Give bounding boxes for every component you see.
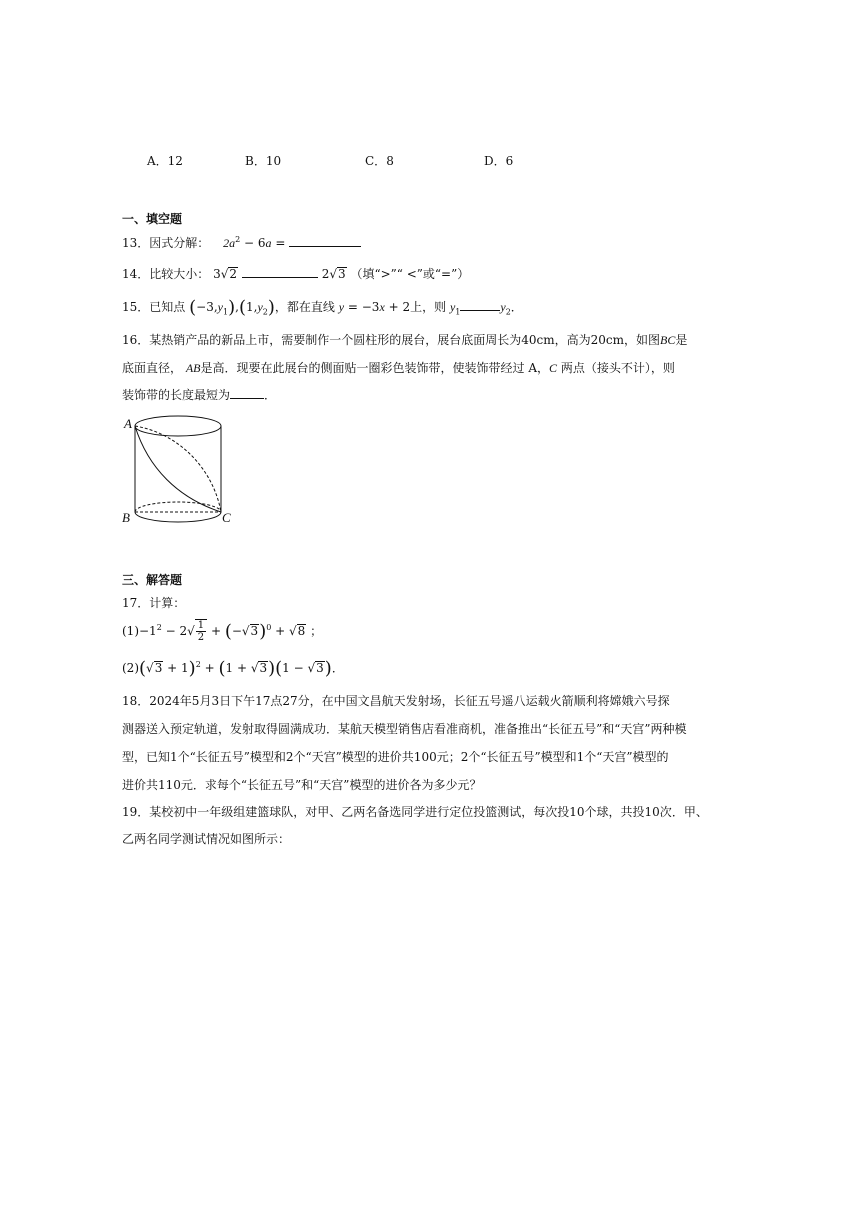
figure-label-c: C (222, 510, 231, 525)
cylinder-figure (118, 408, 238, 530)
formula: $(-3,y_1),(1,y_2)$ (189, 297, 275, 318)
label-ab: AB (185, 361, 201, 375)
cylinder-bottom-front (135, 512, 221, 522)
question-17-part-1: $(1)-1^2 - 2√$ $\frac{1}{2}$ + $(-√3)^0 + √8$ ； (122, 620, 323, 643)
question-text: 因式分解： (149, 236, 210, 250)
question-number: 15． (122, 300, 150, 314)
question-text: 装饰带的长度最短为 (122, 388, 231, 402)
answer-blank (230, 386, 264, 399)
question-text: ． (264, 388, 277, 402)
question-text: 两点（接头不计），则 (560, 361, 675, 375)
band-front-curve (135, 426, 221, 512)
figure-label-b: B (122, 510, 130, 525)
answer-blank (460, 298, 500, 311)
label-c-text: C (549, 361, 558, 375)
option-b (245, 152, 281, 169)
question-text: 计算： (149, 596, 186, 610)
question-16-line-3 (122, 386, 276, 403)
formula: $2a^2 - 6a$ = (223, 235, 290, 250)
option-value: 10 (265, 154, 282, 168)
formula: y = −3x + 2 (338, 300, 411, 314)
option-value: 8 (386, 154, 394, 168)
question-18-line-1: 18．2024年5月3日下午17点27分，在中国文昌航天发射场，长征五号遥八运载火箭顺利将嫦娥六号探 (122, 694, 670, 708)
question-17-part-2: $(2)(√3 + 1)^2 + (1 + √3)(1 - √3)$． (122, 658, 344, 679)
formula: $y_2$ (500, 300, 511, 317)
question-16-line-1 (122, 331, 687, 348)
option-letter: A． (147, 154, 168, 168)
option-letter: D． (484, 154, 506, 168)
question-number: 17． (122, 596, 150, 610)
option-value: 12 (167, 154, 183, 168)
question-text: 已知点 (149, 300, 186, 314)
section-heading-solve: 三、解答题 (122, 573, 183, 587)
question-text: 是高．现要在此展台的侧面贴一圈彩色装饰带，使装饰带经过 (200, 361, 525, 375)
question-16-line-2 (122, 359, 675, 376)
option-d (484, 152, 513, 169)
band-back-curve (135, 426, 221, 512)
formula: $y_1$ (449, 300, 461, 317)
option-value: 6 (505, 154, 514, 168)
label-bc: BC (660, 333, 676, 347)
answer-blank (242, 265, 318, 278)
question-text: ，都在直线 (274, 300, 335, 314)
question-17 (122, 594, 185, 611)
question-text: 是 (675, 333, 688, 347)
question-19-line-1: 19．某校初中一年级组建篮球队，对甲、乙两名备选同学进行定位投篮测试，每次投10个球，共投10次．甲、 (122, 805, 708, 819)
question-14 (122, 265, 469, 282)
question-13 (122, 234, 361, 251)
question-text: 16．某热销产品的新品上市，需要制作一个圆柱形的展台，展台底面周长为40cm，高为20cm，如图 (122, 333, 661, 347)
question-18-line-3: 型，已知1个“长征五号”模型和2个“天宫”模型的进价共100元；2个“长征五号”模型和1个“天宫”模型的 (122, 750, 669, 764)
hint-text: （填“>”“ <”或“=”） (350, 267, 470, 281)
question-15: 15．已知点 $(-3,y_1),(1,y_2)$，都在直线 y = −3x + 2上，则 $y_1$ $y_2$． (122, 297, 523, 318)
question-text: 上，则 (410, 300, 447, 314)
answer-blank (289, 234, 361, 247)
question-number: 14． (122, 267, 150, 281)
option-c (365, 152, 394, 169)
question-text: 底面直径， (122, 361, 183, 375)
question-18-line-2: 测器送入预定轨道，发射取得圆满成功．某航天模型销售店看准商机，准备推出“长征五号”和“天宫”两种模 (122, 722, 687, 736)
question-number: 13． (122, 236, 150, 250)
formula: 2√3 (321, 267, 346, 281)
figure-label-a: A (124, 416, 132, 431)
cylinder-top-ellipse (135, 416, 221, 436)
formula: 3√2 (213, 267, 238, 281)
label-a-text: A， (528, 361, 550, 375)
option-letter: C． (365, 154, 387, 168)
option-a (147, 152, 183, 169)
question-18-line-4: 进价共110元．求每个“长征五号”和“天宫”模型的进价各为多少元？ (122, 778, 482, 792)
question-19-line-2: 乙两名同学测试情况如图所示： (122, 832, 291, 846)
option-letter: B． (245, 154, 266, 168)
section-heading-fill: 一、填空题 (122, 212, 183, 226)
question-text: 比较大小： (149, 267, 210, 281)
